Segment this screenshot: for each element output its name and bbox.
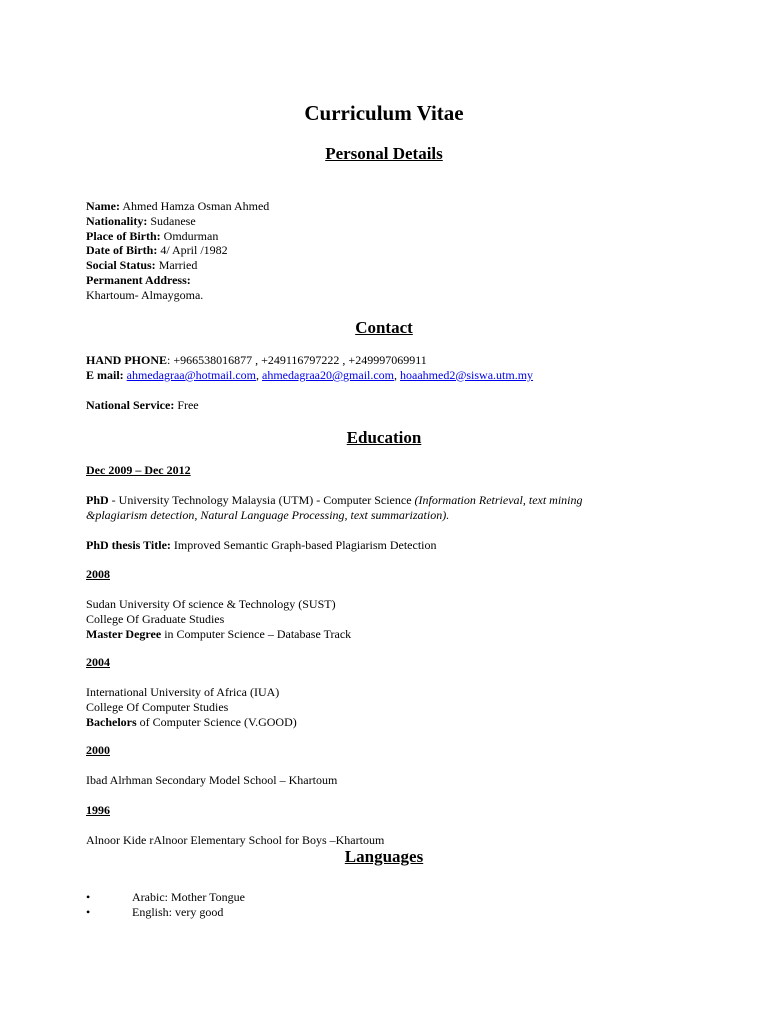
permanent-address-value: Khartoum- Almaygoma. (86, 287, 204, 302)
name-row (86, 199, 728, 214)
phd-thesis-row (86, 538, 728, 553)
phd-research-areas-continued (86, 508, 728, 523)
phone-label: HAND PHONE (86, 353, 167, 367)
phone-value: : +966538016877 , +249116797222 , +249997069911 (167, 353, 427, 367)
place-of-birth-value: Omdurman (163, 228, 219, 243)
permanent-address-label: Permanent Address: (86, 272, 191, 287)
nationality-value: Sudanese (150, 213, 196, 228)
year-2000: 2000 (86, 743, 110, 757)
masters-degree-row (86, 627, 728, 642)
elementary-school: Alnoor Kide rAlnoor Elementary School for Boys –Khartoum (86, 833, 385, 847)
phd-thesis-value: Improved Semantic Graph-based Plagiarism Detection (173, 538, 437, 552)
phd-thesis-line (86, 538, 728, 553)
year-2008: 2008 (86, 567, 110, 581)
phd-thesis-label: PhD thesis Title: (86, 538, 171, 552)
personal-details-block (86, 199, 728, 303)
education-heading: Education (346, 428, 422, 447)
national-service-label: National Service: (86, 397, 175, 412)
bachelors-degree-label: Bachelors (86, 714, 137, 729)
phd-research-areas: (Information Retrieval, text mining (414, 493, 583, 507)
language-item (86, 905, 223, 920)
year-2004: 2004 (86, 655, 110, 669)
social-status-label: Social Status: (86, 258, 156, 273)
email-link-gmail[interactable]: ahmedagraa20@gmail.com (262, 367, 395, 382)
date-of-birth-row (86, 243, 728, 258)
secondary-school-entry (86, 773, 728, 788)
date-of-birth-label: Date of Birth: (86, 243, 158, 258)
phd-degree: PhD (86, 493, 109, 507)
bachelors-degree-field: of Computer Science (V.GOOD) (136, 714, 297, 729)
social-status-value: Married (158, 258, 198, 273)
phd-university: - University Technology Malaysia (UTM) - Computer Science (108, 493, 415, 507)
language-arabic: Arabic: Mother Tongue (132, 890, 245, 904)
nationality-row (86, 214, 728, 229)
bachelors-entry (86, 685, 728, 729)
national-service-value: Free (177, 397, 199, 412)
social-status-row (86, 258, 728, 273)
phone-row (86, 353, 728, 368)
masters-degree-label: Master Degree (86, 626, 162, 641)
bullet-icon: • (86, 890, 91, 904)
document-title: Curriculum Vitae (304, 101, 464, 125)
place-of-birth-row (86, 229, 728, 244)
year-1996: 1996 (86, 803, 110, 817)
place-of-birth-label: Place of Birth: (86, 228, 161, 243)
email-separator: , (394, 367, 398, 382)
permanent-address-row (86, 273, 728, 288)
contact-block (86, 353, 728, 412)
email-label: E mail: (86, 367, 124, 382)
masters-college: College Of Graduate Studies (86, 611, 225, 626)
name-value: Ahmed Hamza Osman Ahmed (122, 199, 270, 213)
bachelors-college: College Of Computer Studies (86, 699, 229, 714)
nationality-label: Nationality: (86, 213, 148, 228)
masters-university: Sudan University Of science & Technology (SUST) (86, 597, 336, 611)
language-english: English: very good (132, 905, 224, 919)
contact-heading: Contact (355, 318, 413, 337)
phd-line (86, 493, 728, 508)
national-service-row (86, 398, 728, 413)
masters-degree-field: in Computer Science – Database Track (161, 626, 352, 641)
language-item (86, 890, 245, 905)
name-label: Name: (86, 199, 120, 213)
email-row (86, 368, 728, 383)
email-separator: , (256, 367, 260, 382)
date-of-birth-value: 4/ April /1982 (160, 243, 228, 258)
bachelors-degree-row (86, 715, 728, 730)
bullet-icon: • (86, 905, 91, 919)
phd-entry (86, 493, 728, 523)
email-link-hotmail[interactable]: ahmedagraa@hotmail.com (126, 367, 257, 382)
email-link-utm[interactable]: hoaahmed2@siswa.utm.my (400, 367, 534, 382)
secondary-school: Ibad Alrhman Secondary Model School – Khartoum (86, 773, 338, 787)
personal-details-heading: Personal Details (325, 144, 443, 163)
phd-period: Dec 2009 – Dec 2012 (86, 463, 191, 477)
elementary-school-entry (86, 833, 728, 848)
languages-heading: Languages (344, 847, 424, 866)
phd-research-areas-line2: &plagiarism detection, Natural Language Processing, text summarization). (86, 507, 450, 522)
bachelors-university: International University of Africa (IUA) (86, 685, 280, 699)
masters-entry (86, 597, 728, 641)
